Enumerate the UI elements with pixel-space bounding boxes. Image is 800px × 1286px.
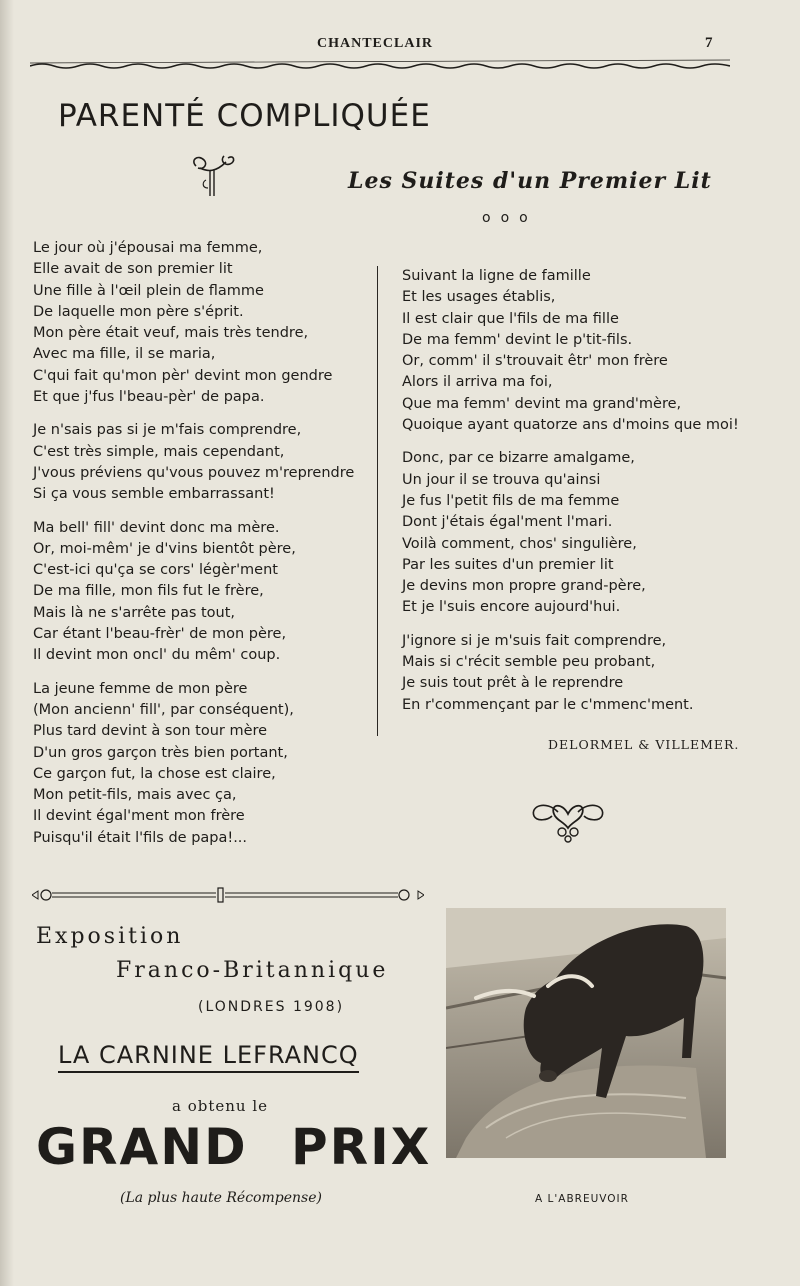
poem-line: Il est clair que l'fils de ma fille	[402, 310, 619, 327]
poem-line: De laquelle mon père s'éprit.	[33, 303, 244, 320]
poem-stanza	[33, 238, 363, 408]
poem-line: Elle avait de son premier lit	[33, 261, 233, 278]
poem-line: Une fille à l'œil plein de flamme	[33, 282, 264, 299]
ad-franco-britannique: Franco-Britannique	[116, 958, 389, 983]
poem-line: Je fus l'petit fils de ma femme	[402, 492, 620, 509]
poem-line: De ma fille, mon fils fut le frère,	[33, 583, 264, 600]
poem-line: Que ma femm' devint ma grand'mère,	[402, 395, 682, 412]
article-subtitle: Les Suites d'un Premier Lit	[348, 168, 712, 194]
ornamental-divider	[32, 885, 424, 905]
poem-line: Si ça vous semble embarrassant!	[33, 486, 275, 503]
poem-line: Ce garçon fut, la chose est claire,	[33, 765, 276, 782]
poem-line: Car étant l'beau-frèr' de mon père,	[33, 626, 287, 643]
poem-line: Mais là ne s'arrête pas tout,	[33, 604, 236, 621]
poem-line: Donc, par ce bizarre amalgame,	[402, 450, 635, 467]
poem-line: Quoique ayant quatorze ans d'moins que moi!	[402, 417, 739, 434]
poem-line: Avec ma fille, il se maria,	[33, 346, 216, 363]
poem-stanza	[33, 420, 363, 505]
poem-line: Mais si c'récit semble peu probant,	[402, 654, 656, 671]
poem-line: Je n'sais pas si je m'fais comprendre,	[33, 422, 302, 439]
poem-line: Par les suites d'un premier lit	[402, 556, 614, 573]
photo-caption: A L'ABREUVOIR	[535, 1193, 629, 1205]
poem-line: Mon petit-fils, mais avec ça,	[33, 787, 237, 804]
ad-obtenu: a obtenu le	[172, 1097, 269, 1115]
poem-stanza	[402, 266, 762, 436]
poem-line: (Mon ancienn' fill', par conséquent),	[33, 701, 294, 718]
bull-photo	[446, 908, 726, 1158]
header-wavy-rule	[30, 54, 730, 72]
poem-line: J'vous préviens qu'vous pouvez m'reprendre	[33, 464, 355, 481]
poem-line: Le jour où j'épousai ma femme,	[33, 240, 263, 256]
poem-line: Suivant la ligne de famille	[402, 268, 591, 284]
ad-londres: (LONDRES 1908)	[198, 999, 345, 1015]
poem-line: Un jour il se trouva qu'ainsi	[402, 471, 601, 488]
poem-line: Il devint égal'ment mon frère	[33, 808, 245, 825]
poem-line: Ma bell' fill' devint donc ma mère.	[33, 519, 280, 536]
poem-line: C'est très simple, mais cependant,	[33, 443, 285, 460]
poem-line: Dont j'étais égal'ment l'mari.	[402, 514, 613, 531]
poem-left-column	[33, 238, 363, 861]
poem-line: C'qui fait qu'mon pèr' devint mon gendre	[33, 367, 333, 384]
heart-ornament-icon	[528, 792, 608, 844]
poem-line: De ma femm' devint le p'tit-fils.	[402, 331, 633, 348]
ad-exposition: Exposition	[36, 924, 184, 949]
poem-line: Et que j'fus l'beau-pèr' de papa.	[33, 389, 265, 406]
poem-line: Je devins mon propre grand-père,	[402, 578, 646, 595]
running-title: CHANTECLAIR	[316, 36, 433, 51]
author-signature: DELORMEL & VILLEMER.	[548, 737, 740, 752]
article-title: PARENTÉ COMPLIQUÉE	[58, 98, 431, 134]
poem-line: La jeune femme de mon père	[33, 680, 248, 697]
column-divider	[377, 266, 378, 736]
ad-recompense: (La plus haute Récompense)	[120, 1190, 322, 1206]
poem-line: En r'commençant par le c'mmenc'ment.	[402, 696, 694, 713]
ad-grand-prix: GRAND PRIX	[36, 1118, 432, 1176]
poem-line: C'est-ici qu'ça se cors' légèr'ment	[33, 562, 278, 579]
poem-stanza	[402, 631, 762, 716]
poem-right-column	[402, 266, 762, 728]
page-number: 7	[705, 35, 713, 51]
poem-line: Et je l'suis encore aujourd'hui.	[402, 599, 621, 616]
poem-line: Et les usages établis,	[402, 289, 556, 306]
ad-brand-name: LA CARNINE LEFRANCQ	[58, 1041, 359, 1073]
poem-line: J'ignore si je m'suis fait comprendre,	[402, 632, 667, 649]
poem-line: Mon père était veuf, mais très tendre,	[33, 325, 309, 342]
poem-line: D'un gros garçon très bien portant,	[33, 744, 288, 761]
poem-line: Or, comm' il s'trouvait êtr' mon frère	[402, 353, 668, 370]
poem-stanza	[33, 679, 363, 849]
poem-stanza	[33, 518, 363, 667]
poem-line: Je suis tout prêt à le reprendre	[402, 675, 624, 692]
poem-line: Plus tard devint à son tour mère	[33, 723, 268, 740]
poem-line: Il devint mon oncl' du mêm' coup.	[33, 647, 281, 664]
poem-stanza	[402, 448, 762, 618]
page-edge-shadow	[0, 0, 14, 1286]
poem-line: Voilà comment, chos' singulière,	[402, 535, 637, 552]
fleur-ornament-icon	[186, 152, 238, 200]
poem-line: Or, moi-mêm' je d'vins bientôt père,	[33, 540, 296, 557]
circle-ornament: ooo	[482, 210, 538, 226]
poem-line: Alors il arriva ma foi,	[402, 374, 553, 391]
poem-line: Puisqu'il était l'fils de papa!...	[33, 829, 248, 846]
